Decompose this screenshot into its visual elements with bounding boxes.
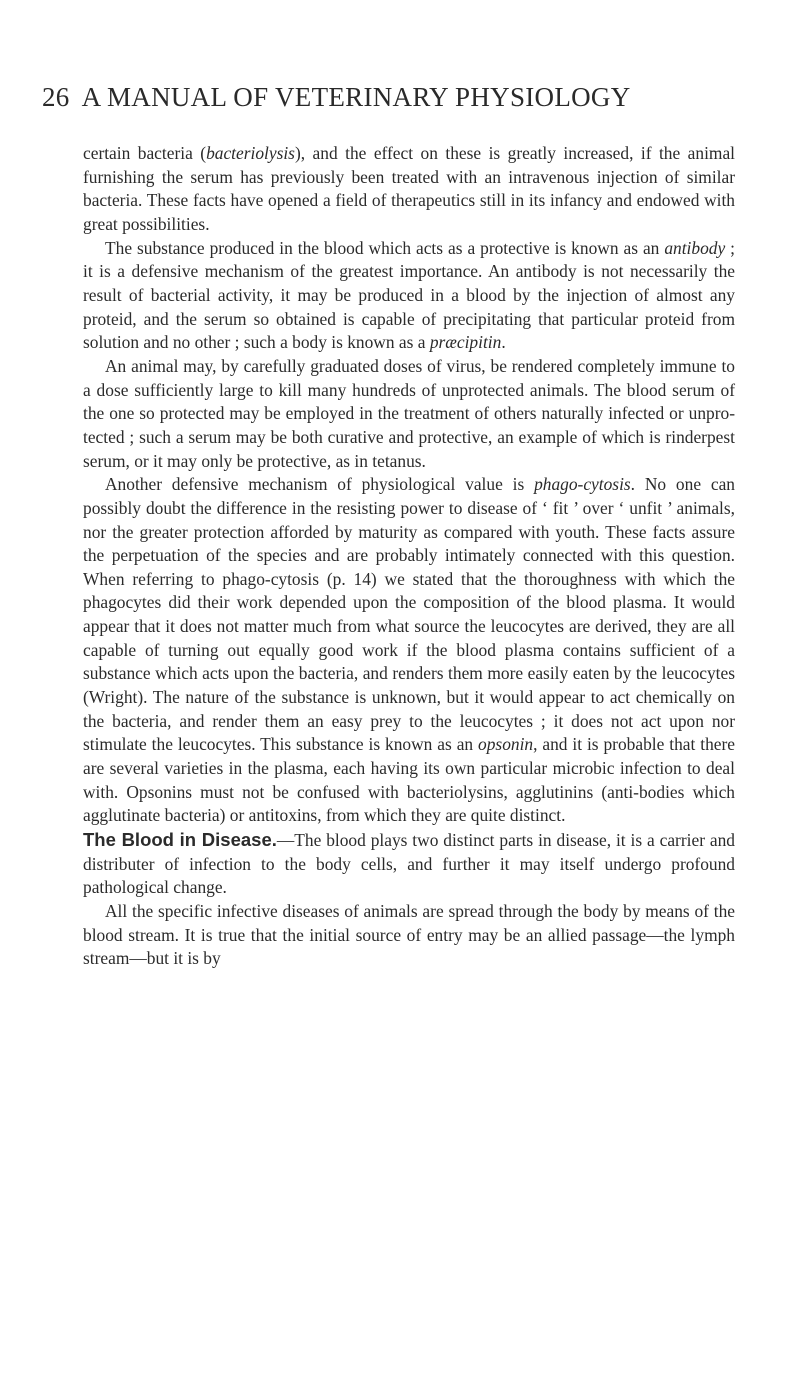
paragraph-5: The Blood in Disease.—The blood plays two distinct parts in disease, it is a carrier and distributer of infection to the body cells, and further it may itself undergo profound pathological change. (83, 829, 735, 898)
section-heading: The Blood in Disease. (83, 829, 277, 851)
term-opsonin: opsonin (478, 734, 534, 755)
term-phagocytosis: phago-cytosis (534, 474, 631, 495)
term-praecipitin: præcipitin (429, 332, 502, 353)
page-number: 26 (42, 82, 70, 112)
running-head (42, 82, 742, 113)
book-title: A MANUAL OF VETERINARY PHYSIOLOGY (81, 82, 631, 112)
term-bacteriolysis: bacteriolysis (206, 143, 295, 163)
paragraph-2: The substance produced in the blood which acts as a protective is known as an antibody ; it is a defensive mechanism of the greatest importance. An antibody is not necessarily the result of bacterial activity, it may be produced in a blood by the injection of almost any proteid, and the serum so obtained is capable of precipitating that particular proteid from solution and no other ; such a body is known as a præcipitin. (83, 237, 735, 353)
body-text (83, 142, 735, 971)
paragraph-3: An animal may, by carefully graduated doses of virus, be rendered completely immune to a dose sufficiently large to kill many hundreds of unprotected animals. The blood serum of the one so protected may be employed in the treatment of others naturally infected or unpro-tected ; such a serum may be both curative and protective, an example of which is rinderpest serum, or it may only be protective, as in tetanus. (83, 355, 735, 471)
paragraph-4: Another defensive mechanism of physiological value is phago-cytosis. No one can possibly doubt the difference in the resisting power to disease of ‘ fit ’ over ‘ unfit ’ animals, nor the greater protection afforded by maturity as compared with youth. These facts assure the perpetuation of the species and are probably intimately connected with this question. When referring to phago-cytosis (p. 14) we stated that the thoroughness with which the phagocytes did their work depended upon the composition of the blood plasma. It would appear that it does not matter much from what source the leucocytes are derived, they are all capable of turning out equally good work if the blood plasma contains sufficient of a substance which acts upon the bacteria, and renders them more easily eaten by the leucocytes (Wright). The nature of the substance is unknown, but it would appear to act chemically on the bacteria, and render them an easy prey to the leucocytes ; it does not act upon nor stimulate the leucocytes. This substance is known as an opsonin, and it is probable that there are several varieties in the plasma, each having its own particular microbic infection to deal with. Opsonins must not be confused with bacteriolysins, agglutinins (anti-bodies which agglutinate bacteria) or antitoxins, from which they are quite distinct. (83, 474, 735, 826)
term-antibody: antibody (664, 237, 726, 258)
paragraph-6: All the specific infective diseases of animals are spread through the body by means of the blood stream. It is true that the initial source of entry may be an allied passage—the lymph stream—but it is by (83, 901, 735, 969)
paragraph-1: certain bacteria (bacteriolysis), and the effect on these is greatly increased, if the animal furnishing the serum has previously been treated with an intravenous injection of similar bacteria. These facts have opened a field of therapeutics still in its infancy and endowed with great possibilities. (83, 143, 735, 234)
